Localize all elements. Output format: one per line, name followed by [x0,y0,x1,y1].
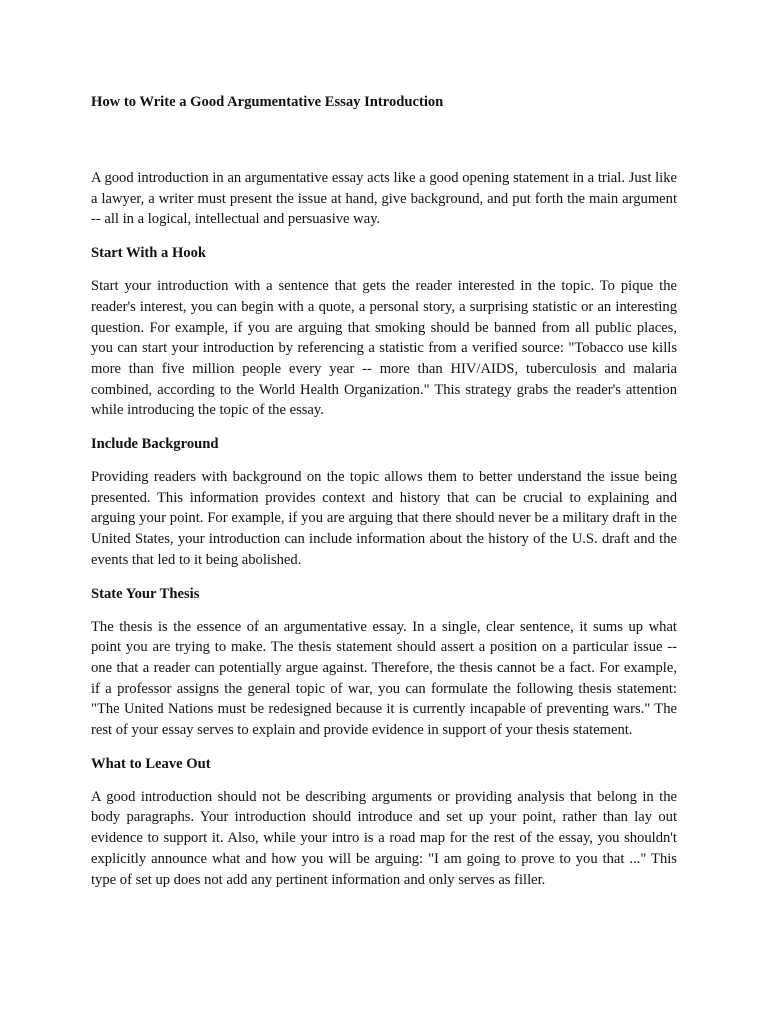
section-paragraph-background: Providing readers with background on the topic allows them to better understand the issue being presented. This information provides context and history that can be crucial to explaining and arguing your point. For example, if you are arguing that there should never be a military draft in the United States, your introduction can include information about the history of the U.S. draft and the events that led to it being abolished. [91,469,677,568]
section-heading-background: Include Background [91,436,219,453]
intro-paragraph: A good introduction in an argumentative essay acts like a good opening statement in a trial. Just like a lawyer, a writer must present the issue at hand, give background, and put forth the main argument -- all in a logical, intellectual and persuasive way. [91,170,677,228]
section-paragraph-hook: Start your introduction with a sentence that gets the reader interested in the topic. To pique the reader's interest, you can begin with a quote, a personal story, a surprising statistic or an interesting question. For example, if you are arguing that smoking should be banned from all public places, you can start your introduction by referencing a statistic from a verified source: "Tobacco use kills more than five million people every year -- more than HIV/AIDS, tuberculosis and malaria combined, according to the World Health Organization." This strategy grabs the reader's attention while introducing the topic of the essay. [91,278,677,419]
section-paragraph-leave-out: A good introduction should not be describing arguments or providing analysis that belong in the body paragraphs. Your introduction should introduce and set up your point, rather than lay out evidence to support it. Also, while your intro is a road map for the rest of the essay, you shouldn't explicitly announce what and how you will be arguing: "I am going to prove to you that ..." This type of set up does not add any pertinent information and only serves as filler. [91,788,677,888]
section-heading-hook: Start With a Hook [91,245,207,262]
section-heading-thesis: State Your Thesis [91,585,200,602]
page-title: How to Write a Good Argumentative Essay Introduction [91,94,444,110]
section-heading-leave-out: What to Leave Out [91,755,211,772]
section-paragraph-thesis: The thesis is the essence of an argumentative essay. In a single, clear sentence, it sums up what point you are trying to make. The thesis statement should assert a position on a particular issue -- one that a reader can potentially argue against. Therefore, the thesis cannot be a fact. For example, if a professor assigns the general topic of war, you can formulate the following thesis statement: "The United Nations must be redesigned because it is currently incapable of preventing wars." The rest of your essay serves to explain and provide evidence in support of your thesis statement. [91,618,677,739]
document-body [91,92,677,903]
